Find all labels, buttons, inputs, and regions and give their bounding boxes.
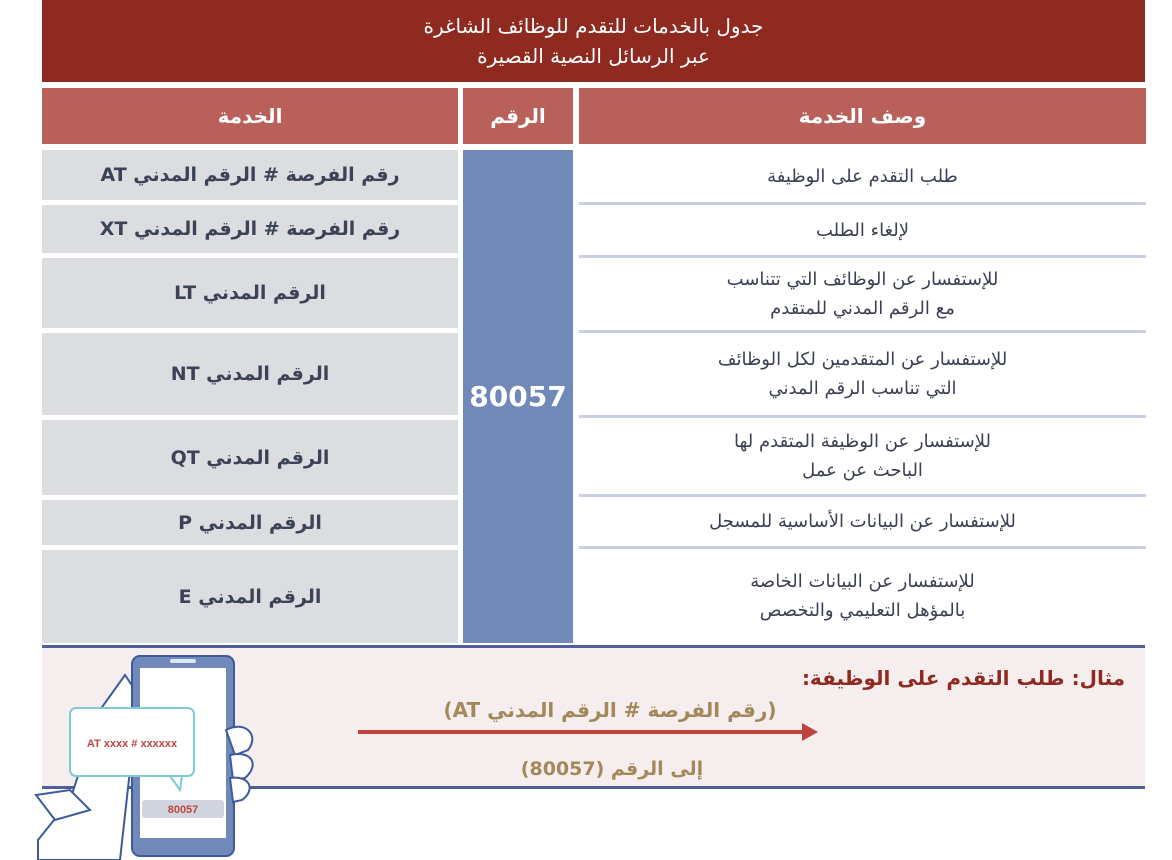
- phone-icon: [30, 650, 270, 860]
- description-line: للإستفسار عن الوظائف التي تتناسب: [726, 269, 999, 290]
- header-service: الخدمة: [42, 88, 458, 144]
- service-cell: الرقم المدني NT: [42, 333, 458, 415]
- header-description: وصف الخدمة: [579, 88, 1146, 144]
- description-cell: [579, 418, 1146, 497]
- description-line: مع الرقم المدني للمتقدم: [770, 298, 955, 319]
- service-cell: رقم الفرصة # الرقم المدني AT: [42, 150, 458, 200]
- description-cell: [579, 497, 1146, 549]
- table-title: [42, 0, 1145, 82]
- example-title: مثال: طلب التقدم على الوظيفة:: [801, 666, 1125, 690]
- sms-number: 80057: [463, 150, 573, 643]
- description-cell: [579, 205, 1146, 258]
- description-cell: [579, 258, 1146, 333]
- service-cell: الرقم المدني LT: [42, 258, 458, 328]
- example-destination: إلى الرقم (80057): [520, 758, 704, 780]
- service-cell: رقم الفرصة # الرقم المدني XT: [42, 205, 458, 253]
- description-line: للإستفسار عن الوظيفة المتقدم لها: [734, 431, 991, 452]
- description-line: لإلغاء الطلب: [816, 219, 909, 241]
- service-cell: الرقم المدني P: [42, 500, 458, 545]
- description-line: للإستفسار عن البيانات الأساسية للمسجل: [709, 511, 1016, 532]
- phone-number-text: 80057: [167, 804, 199, 816]
- title-line-2: عبر الرسائل النصية القصيرة: [477, 44, 710, 68]
- service-cell: الرقم المدني QT: [42, 420, 458, 495]
- description-cell: [579, 150, 1146, 205]
- arrow-right-icon: [358, 730, 808, 734]
- arrow-head: [802, 723, 818, 741]
- example-message: (رقم الفرصة # الرقم المدني AT): [443, 698, 777, 722]
- description-line: الباحث عن عمل: [802, 460, 923, 481]
- description-line: بالمؤهل التعليمي والتخصص: [759, 600, 966, 621]
- header-number: الرقم: [463, 88, 573, 144]
- bubble-text: AT xxxx # xxxxxx: [86, 738, 178, 750]
- description-cell: [579, 549, 1146, 643]
- description-line: التي تناسب الرقم المدني: [768, 378, 957, 399]
- description-line: للإستفسار عن المتقدمين لكل الوظائف: [717, 349, 1008, 370]
- description-cell: [579, 333, 1146, 418]
- title-line-1: جدول بالخدمات للتقدم للوظائف الشاغرة: [423, 14, 764, 38]
- description-line: للإستفسار عن البيانات الخاصة: [750, 571, 975, 592]
- description-line: طلب التقدم على الوظيفة: [767, 165, 958, 187]
- service-cell: الرقم المدني E: [42, 550, 458, 643]
